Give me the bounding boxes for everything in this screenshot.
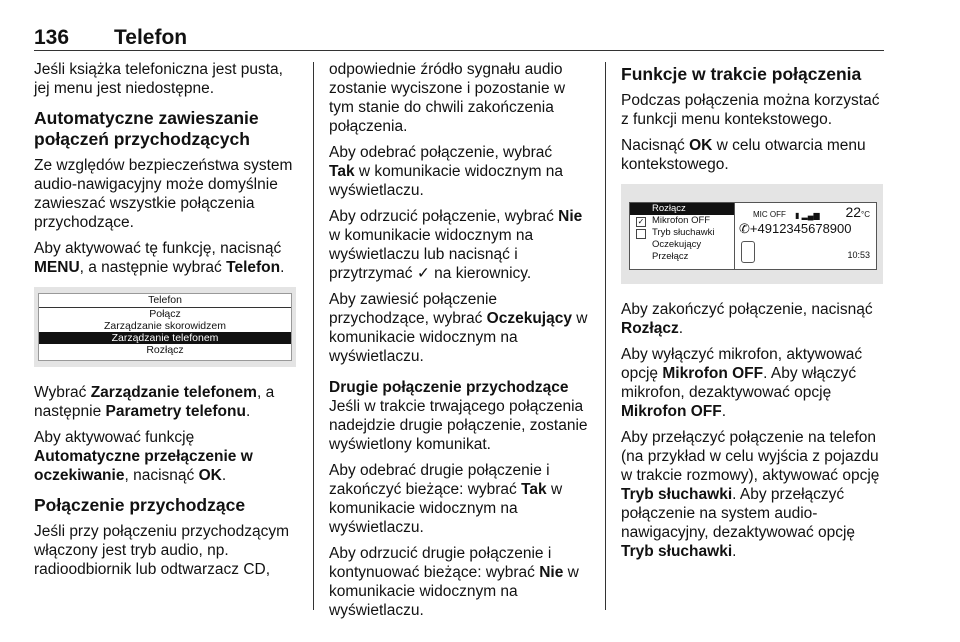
paragraph-end-call: Aby zakończyć połączenie, nacisnąć Rozłącz. bbox=[621, 301, 873, 337]
header-rule bbox=[34, 50, 884, 51]
column-2 bbox=[329, 60, 593, 627]
phone-menu-display bbox=[38, 293, 292, 361]
context-menu bbox=[630, 203, 735, 269]
mic-off-label: MIC OFF bbox=[753, 210, 786, 219]
paragraph-during-call: Podczas połączenia można korzystać z funkcji menu kontekstowego. bbox=[621, 92, 880, 128]
paragraph-handset-mode: Aby przełączyć połączenie na telefon (na przykład w celu wyjścia z pojazdu w trakcie rozmowy), aktywować opcję Tryb słuchawki. Aby przełączyć połączenie na system audio-nawigacyjny, dezaktywować opcję Tryb słuchawki. bbox=[621, 429, 880, 560]
paragraph-second-reject: Aby odrzucić drugie połączenie i kontynuować bieżące: wybrać Nie w komunikacie widocznym na wyświetlaczu. bbox=[329, 545, 579, 619]
menu-item-selected: Zarządzanie telefonem bbox=[39, 332, 291, 344]
context-menu-item: ✓ Mikrofon OFF bbox=[637, 215, 711, 226]
paragraph-incoming: Jeśli przy połączeniu przychodzącym włączony jest tryb audio, np. radioodbiornik lub odtwarzacz CD, bbox=[34, 523, 289, 578]
heading-incoming-call: Połączenie przychodzące bbox=[34, 495, 246, 515]
paragraph-safety: Ze względów bezpieczeństwa system audio-nawigacyjny może domyślnie zawieszać wszystkie połączenia przychodzące. bbox=[34, 157, 293, 231]
call-status-panel bbox=[735, 203, 876, 269]
section-title: Telefon bbox=[114, 26, 188, 49]
paragraph-reject: Aby odrzucić połączenie, wybrać Nie w komunikacie widocznym na wyświetlaczu lub nacisnąć i przytrzymać ✓ na kierownicy. bbox=[329, 208, 583, 282]
handset-icon bbox=[741, 241, 755, 263]
paragraph-muted: odpowiednie źródło sygnału audio zostanie wyciszone i pozostanie w tym stanie do chwili zakończenia połączenia. bbox=[329, 61, 566, 135]
clock: 10:53 bbox=[847, 250, 870, 260]
paragraph-microphone: Aby wyłączyć mikrofon, aktywować opcję Mikrofon OFF. Aby włączyć mikrofon, dezaktywować opcję Mikrofon OFF. bbox=[621, 346, 863, 420]
temperature-display: 22°C bbox=[845, 204, 870, 220]
column-1 bbox=[34, 60, 300, 586]
paragraph-hold: Aby zawiesić połączenie przychodzące, wybrać Oczekujący w komunikacie widocznym na wyświetlaczu. bbox=[329, 291, 588, 365]
heading-call-functions: Funkcje w trakcie połączenia bbox=[621, 64, 862, 84]
heading-second-call: Drugie połączenie przychodzące bbox=[329, 379, 569, 396]
paragraph-answer: Aby odebrać połączenie, wybrać Tak w komunikacie widocznym na wyświetlaczu. bbox=[329, 144, 564, 199]
phone-menu-figure bbox=[34, 287, 296, 367]
context-menu-item: Przełącz bbox=[652, 251, 689, 262]
paragraph-second: Jeśli w trakcie trwającego połączenia nadejdzie drugie połączenie, zostanie wyświetlony komunikat. bbox=[329, 398, 588, 453]
call-display bbox=[629, 202, 877, 270]
page-number: 136 bbox=[34, 26, 70, 49]
phone-number: ✆+4912345678900 bbox=[739, 221, 852, 236]
menu-title: Telefon bbox=[39, 294, 291, 308]
check-icon: ✓ bbox=[416, 265, 430, 282]
phone-icon: ✆ bbox=[739, 221, 750, 236]
paragraph-select: Wybrać Zarządzanie telefonem, a następnie Parametry telefonu. bbox=[34, 384, 275, 420]
paragraph-second-answer: Aby odebrać drugie połączenie i zakończyć bieżące: wybrać Tak w komunikacie widocznym na wyświetlaczu. bbox=[329, 462, 563, 536]
paragraph-activate: Aby aktywować tę funkcję, nacisnąć MENU, a następnie wybrać Telefon. bbox=[34, 240, 285, 276]
heading-auto-hold: Automatyczne zawieszanie połączeń przychodzących bbox=[34, 108, 259, 149]
paragraph-empty-phonebook: Jeśli książka telefoniczna jest pusta, jej menu jest niedostępne. bbox=[34, 61, 283, 97]
call-menu-figure bbox=[621, 184, 883, 284]
menu-item: Rozłącz bbox=[146, 344, 184, 356]
checkbox-icon bbox=[636, 229, 646, 239]
column-divider-1 bbox=[313, 62, 314, 610]
paragraph-auto-switch: Aby aktywować funkcję Automatyczne przełączenie w oczekiwanie, nacisnąć OK. bbox=[34, 429, 253, 484]
column-3 bbox=[621, 60, 889, 568]
menu-item: Zarządzanie skorowidzem bbox=[104, 320, 226, 332]
paragraph-press-ok: Nacisnąć OK w celu otwarcia menu kontekstowego. bbox=[621, 137, 866, 173]
context-menu-item: Oczekujący bbox=[652, 239, 702, 250]
menu-item: Połącz bbox=[149, 308, 181, 320]
checkbox-checked-icon: ✓ bbox=[637, 217, 645, 226]
signal-strength-icon: ▮ ▂▄▆ bbox=[795, 211, 820, 220]
context-menu-item: Tryb słuchawki bbox=[630, 227, 734, 239]
context-menu-item-selected: Rozłącz bbox=[630, 203, 734, 215]
column-divider-2 bbox=[605, 62, 606, 610]
